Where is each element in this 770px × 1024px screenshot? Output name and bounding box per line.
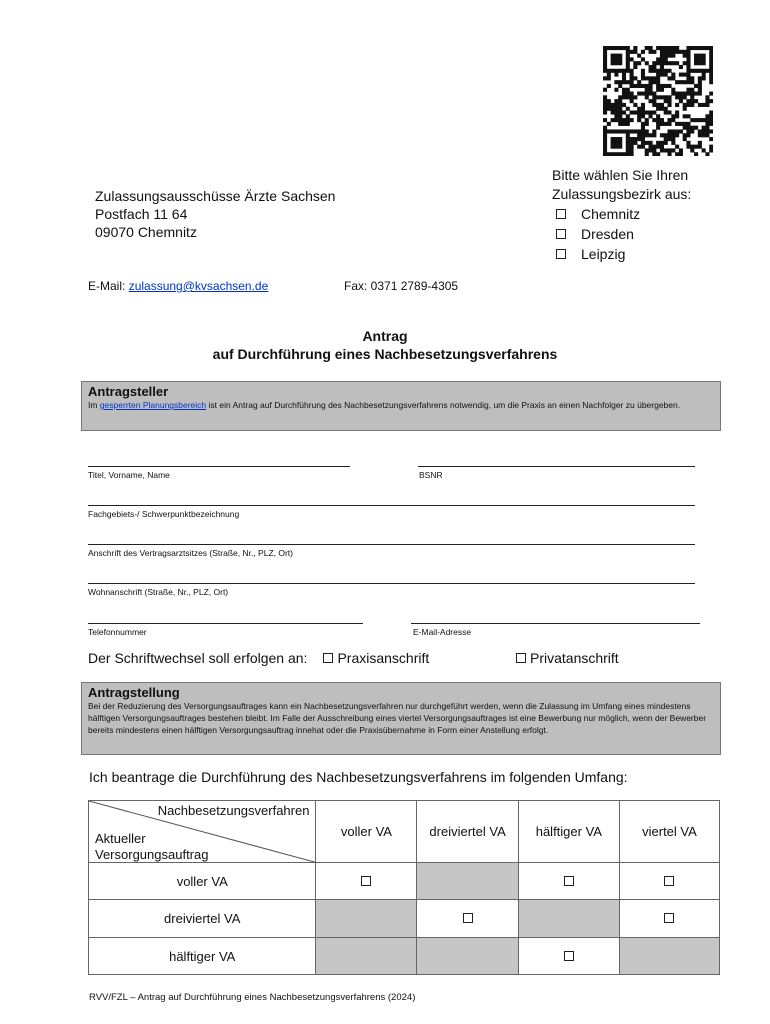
page-footer: RVV/FZL – Antrag auf Durchführung eines Nachbesetzungsverfahrens (2024) xyxy=(89,992,416,1003)
email-address-field[interactable] xyxy=(411,623,700,624)
name-field[interactable] xyxy=(88,466,350,467)
address-line3: 09070 Chemnitz xyxy=(95,224,197,240)
table-cell[interactable] xyxy=(417,900,518,938)
correspondence-choice xyxy=(88,650,429,666)
correspondence-choice-private xyxy=(516,650,619,666)
table-corner-cell xyxy=(89,801,316,863)
fachgebiet-field[interactable] xyxy=(88,505,695,506)
table-checkbox[interactable] xyxy=(361,876,371,886)
row-label: dreiviertel VA xyxy=(89,900,316,938)
table-cell-disabled xyxy=(316,900,417,938)
corner-bottom-label xyxy=(95,831,208,863)
fachgebiet-field-label: Fachgebiets-/ Schwerpunktbezeichnung xyxy=(88,509,240,519)
table-cell[interactable] xyxy=(316,863,417,900)
checkbox-dresden[interactable] xyxy=(556,229,566,239)
bsnr-field-label: BSNR xyxy=(419,470,443,480)
wohnanschrift-field[interactable] xyxy=(88,583,695,584)
checkbox-chemnitz[interactable] xyxy=(556,209,566,219)
bezirk-option-label: Leipzig xyxy=(581,245,626,262)
table-cell-disabled xyxy=(417,863,518,900)
address-line1: Zulassungsausschüsse Ärzte Sachsen xyxy=(95,188,336,204)
column-header: viertel VA xyxy=(619,801,719,863)
corner-bottom-line2: Versorgungsauftrag xyxy=(95,847,209,862)
antragsteller-text-pre: Im xyxy=(88,400,98,410)
bezirk-option-leipzig[interactable] xyxy=(552,244,691,264)
table-header-row xyxy=(89,801,720,863)
corner-bottom-line1: Aktueller xyxy=(95,831,146,846)
email-address-field-label: E-Mail-Adresse xyxy=(413,627,472,637)
table-row xyxy=(89,863,720,900)
versorgungsauftrag-table xyxy=(88,800,720,975)
email-link[interactable]: zulassung@kvsachsen.de xyxy=(128,279,269,293)
bezirk-selection xyxy=(552,166,691,264)
name-field-label: Titel, Vorname, Name xyxy=(88,470,170,480)
row-label: voller VA xyxy=(89,863,316,900)
correspondence-label: Der Schriftwechsel soll erfolgen an: xyxy=(88,650,308,666)
table-checkbox[interactable] xyxy=(564,951,574,961)
fax-number: Fax: 0371 2789-4305 xyxy=(344,279,459,293)
bezirk-prompt-line2: Zulassungsbezirk aus: xyxy=(552,186,692,202)
antragsteller-section xyxy=(81,381,721,431)
table-row xyxy=(89,900,720,938)
table-cell-disabled xyxy=(518,900,619,938)
antragstellung-section xyxy=(81,682,721,755)
column-header: hälftiger VA xyxy=(518,801,619,863)
email-contact xyxy=(88,279,268,293)
table-cell[interactable] xyxy=(619,900,719,938)
corner-top-label: Nachbesetzungsverfahren xyxy=(157,803,310,818)
bezirk-option-dresden[interactable] xyxy=(552,224,691,244)
table-intro: Ich beantrage die Durchführung des Nachbesetzungsverfahrens im folgenden Umfang: xyxy=(89,769,628,785)
column-header: dreiviertel VA xyxy=(417,801,518,863)
telefon-field-label: Telefonnummer xyxy=(88,627,147,637)
column-header: voller VA xyxy=(316,801,417,863)
bezirk-option-chemnitz[interactable] xyxy=(552,204,691,224)
table-checkbox[interactable] xyxy=(664,913,674,923)
table-cell[interactable] xyxy=(518,938,619,975)
antragsteller-heading: Antragsteller xyxy=(88,384,169,399)
table-checkbox[interactable] xyxy=(664,876,674,886)
bezirk-prompt-line1: Bitte wählen Sie Ihren xyxy=(552,167,689,183)
table-cell[interactable] xyxy=(619,863,719,900)
qr-code-graphic xyxy=(603,46,713,156)
telefon-field[interactable] xyxy=(88,623,363,624)
bezirk-option-label: Chemnitz xyxy=(581,205,641,222)
page-subtitle: auf Durchführung eines Nachbesetzungsverfahrens xyxy=(212,346,558,362)
table-cell-disabled xyxy=(619,938,719,975)
bsnr-field[interactable] xyxy=(418,466,695,467)
planungsbereich-link[interactable]: gesperrten Planungsbereich xyxy=(99,400,207,410)
vertragsarztsitz-field[interactable] xyxy=(88,544,695,545)
checkbox-leipzig[interactable] xyxy=(556,249,566,259)
table-checkbox[interactable] xyxy=(564,876,574,886)
bezirk-option-label: Dresden xyxy=(581,225,634,242)
table-cell[interactable] xyxy=(518,863,619,900)
antragsteller-text-post: ist ein Antrag auf Durchführung des Nachbesetzungsverfahrens notwendig, um die Praxis an einen Nachfolger zu übergeben. xyxy=(208,400,681,410)
antragstellung-text: Bei der Reduzierung des Versorgungsauftrages kann ein Nachbesetzungsverfahren nur durchgeführt werden, wenn die Zulassung im Umfang eines mindestens hälftigen Versorgungsauftrages bestehen bleibt. Im Falle der Ausschreibung eines viertel Versorgungsauftrages ist eine Bewerbung nur möglich, wenn der Bewerber bereits mindestens einen hälftigen Versorgungsauftrag innehat oder die Praxisübernahme in Form einer Anstellung erfolgt. xyxy=(88,701,707,735)
praxisanschrift-label: Praxisanschrift xyxy=(337,650,430,666)
table-cell-disabled xyxy=(316,938,417,975)
table-checkbox[interactable] xyxy=(463,913,473,923)
email-label: E-Mail: xyxy=(88,279,126,293)
page-title: Antrag xyxy=(362,328,408,344)
qr-code-icon xyxy=(603,46,713,156)
recipient-address xyxy=(95,187,335,241)
table-row xyxy=(89,938,720,975)
address-line2: Postfach 11 64 xyxy=(95,206,188,222)
vertragsarztsitz-field-label: Anschrift des Vertragsarztsitzes (Straße, Nr., PLZ, Ort) xyxy=(88,548,294,558)
row-label: hälftiger VA xyxy=(89,938,316,975)
antragsteller-text xyxy=(88,399,714,411)
table-cell-disabled xyxy=(417,938,518,975)
checkbox-praxisanschrift[interactable] xyxy=(323,653,333,663)
wohnanschrift-field-label: Wohnanschrift (Straße, Nr., PLZ, Ort) xyxy=(88,587,229,597)
antragstellung-heading: Antragstellung xyxy=(88,685,180,700)
privatanschrift-label: Privatanschrift xyxy=(530,650,619,666)
checkbox-privatanschrift[interactable] xyxy=(516,653,526,663)
